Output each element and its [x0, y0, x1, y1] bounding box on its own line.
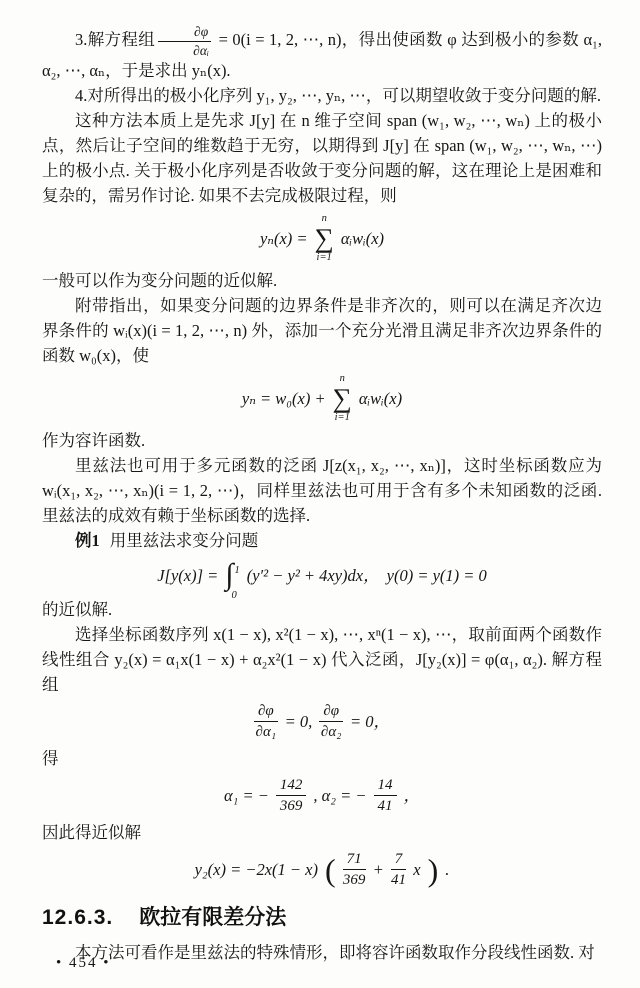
summation-symbol [333, 373, 352, 423]
x-variable: x [413, 860, 421, 880]
equation-rhs: αᵢwᵢ(x) [358, 388, 403, 408]
equals-zero-1: = 0, [284, 712, 313, 732]
step-3-text-pre: 3.解方程组 [75, 29, 156, 49]
fraction-denominator: 41 [377, 798, 393, 815]
multivariate-functional-paragraph: 里兹法也可用于多元函数的泛函 J[z(x₁, x₂, ⋯, xₙ)]，这时坐标函数应为 wᵢ(x₁, x₂, ⋯, xₙ)(i = 1, 2, ⋯)，同样里兹法也可用于含有多个未知函数的泛函. 里兹法的成效有赖于坐标函数的选择. [42, 456, 602, 526]
section-title: 欧拉有限差分法 [139, 906, 287, 930]
equation-lhs: yₙ(x) = [259, 228, 308, 248]
integral-symbol [225, 558, 240, 602]
fraction-numerator: ∂φ [158, 24, 211, 42]
sum-lower-limit: i=1 [334, 411, 350, 423]
example-1-text: 用里兹法求变分问题 [109, 531, 259, 551]
fraction-71-369 [343, 850, 366, 889]
integral-upper-limit: 1 [234, 565, 240, 577]
therefore-approx-label: 因此得近似解 [42, 823, 141, 843]
solution-lhs: y₂(x) = −2x(1 − x) [194, 860, 318, 880]
equation-lhs: yₙ = w₀(x) + [241, 388, 326, 408]
step-3-text-post: = 0(i = 1, 2, ⋯, n)，得出使函数 φ 达到极小的参数 α₁, α₂, ⋯, αₙ，于是求出 yₙ(x). [42, 29, 603, 81]
admissible-function-note: 作为容许函数. [42, 431, 146, 451]
fraction-denominator: 369 [342, 872, 366, 889]
fraction-numerator: 14 [374, 776, 397, 796]
equation-end-punct: ， [403, 786, 421, 806]
obtain-label: 得 [42, 749, 59, 769]
sigma-glyph: ∑ [314, 222, 334, 253]
fraction-denominator: 369 [279, 798, 303, 815]
fraction-dphi-dalpha1 [254, 702, 278, 741]
step-3-paragraph [42, 24, 602, 83]
equation-partial-derivatives [42, 702, 602, 741]
right-paren: ) [427, 851, 439, 888]
fraction-numerator: 71 [343, 850, 366, 870]
equation-ritz-sum [42, 213, 602, 263]
equals-zero-2: = 0， [350, 712, 391, 732]
fraction-numerator: ∂φ [254, 702, 278, 722]
inline-fraction-dphi-dalpha [158, 24, 211, 58]
section-heading [42, 905, 602, 930]
sigma-glyph: ∑ [332, 382, 352, 413]
equation-alpha-values [42, 776, 602, 815]
summation-symbol [315, 213, 334, 263]
approx-solution-tail: 的近似解. [42, 600, 113, 620]
alpha1-lhs: α₁ = − [223, 786, 269, 806]
sum-upper-limit: n [321, 213, 327, 225]
boundary-condition-text: y(0) = y(1) = 0 [386, 565, 487, 585]
sum-lower-limit: i=1 [316, 251, 332, 263]
fraction-dphi-dalpha2 [319, 702, 343, 741]
example-1-label: 例1 [75, 531, 100, 551]
equation-final-solution [42, 850, 602, 889]
equation-rhs: αᵢwᵢ(x) [340, 228, 385, 248]
nonhomogeneous-boundary-paragraph: 附带指出，如果变分问题的边界条件是非齐次的，则可以在满足齐次边界条件的 wᵢ(x)(i = 1, 2, ⋯, n) 外，添加一个充分光滑且满足非齐次边界条件的函数 w₀(x)，使 [42, 296, 602, 366]
fraction-denominator: ∂αᵢ [193, 42, 210, 58]
fraction-numerator: 142 [276, 776, 307, 796]
example-1-line [42, 528, 602, 553]
fraction-denominator: 41 [391, 872, 407, 889]
integral-glyph: ∫ [225, 558, 234, 592]
integrand-text: (y′² − y² + 4xy)dx， [246, 565, 380, 585]
euler-method-intro-paragraph: 本方法可看作是里兹法的特殊情形，即将容许函数取作分段线性函数. 对 [75, 943, 595, 963]
integral-lower-limit: 0 [231, 590, 237, 602]
coordinate-sequence-paragraph: 选择坐标函数序列 x(1 − x), x²(1 − x), ⋯, xⁿ(1 − x), ⋯，取前面两个函数作线性组合 y₂(x) = α₁x(1 − x) + α₂x²(1 − x) 代入泛函，J[y₂(x)] = φ(α₁, α₂). 解方程组 [42, 625, 602, 695]
equation-variational-problem [42, 558, 602, 602]
fraction-denominator: ∂α₂ [320, 724, 342, 741]
fraction-denominator: ∂α₁ [255, 724, 277, 741]
page-number: • 454 • [56, 955, 111, 971]
integral-limits [231, 558, 240, 602]
alpha2-lhs: , α₂ = − [313, 786, 367, 806]
left-paren: ( [325, 851, 336, 888]
fraction-7-41 [391, 850, 407, 889]
sum-upper-limit: n [339, 373, 345, 385]
approx-solution-note: 一般可以作为变分问题的近似解. [42, 271, 278, 291]
equation-end-punct: . [445, 860, 450, 880]
fraction-14-41 [374, 776, 397, 815]
section-number: 12.6.3. [42, 906, 114, 930]
fraction-numerator: 7 [391, 850, 407, 870]
fraction-142-369 [276, 776, 307, 815]
fraction-numerator: ∂φ [319, 702, 343, 722]
step-4-paragraph: 4.对所得出的极小化序列 y₁, y₂, ⋯, yₙ, ⋯，可以期望收敛于变分问题的解. [75, 86, 602, 106]
equation-admissible-function [42, 373, 602, 423]
equation-lhs: J[y(x)] = [157, 565, 219, 585]
plus-sign: + [372, 860, 384, 880]
method-essence-paragraph: 这种方法本质上是先求 J[y] 在 n 维子空间 span (w₁, w₂, ⋯, wₙ) 上的极小点，然后让子空间的维数趋于无穷，以期得到 J[y] 在 span (w₁, w₂, ⋯, wₙ, ⋯) 上的极小点. 关于极小化序列是否收敛于变分问题的解，这在理论上是困难和复杂的，需另作讨论. 如果不去完成极限过程，则 [42, 111, 602, 206]
